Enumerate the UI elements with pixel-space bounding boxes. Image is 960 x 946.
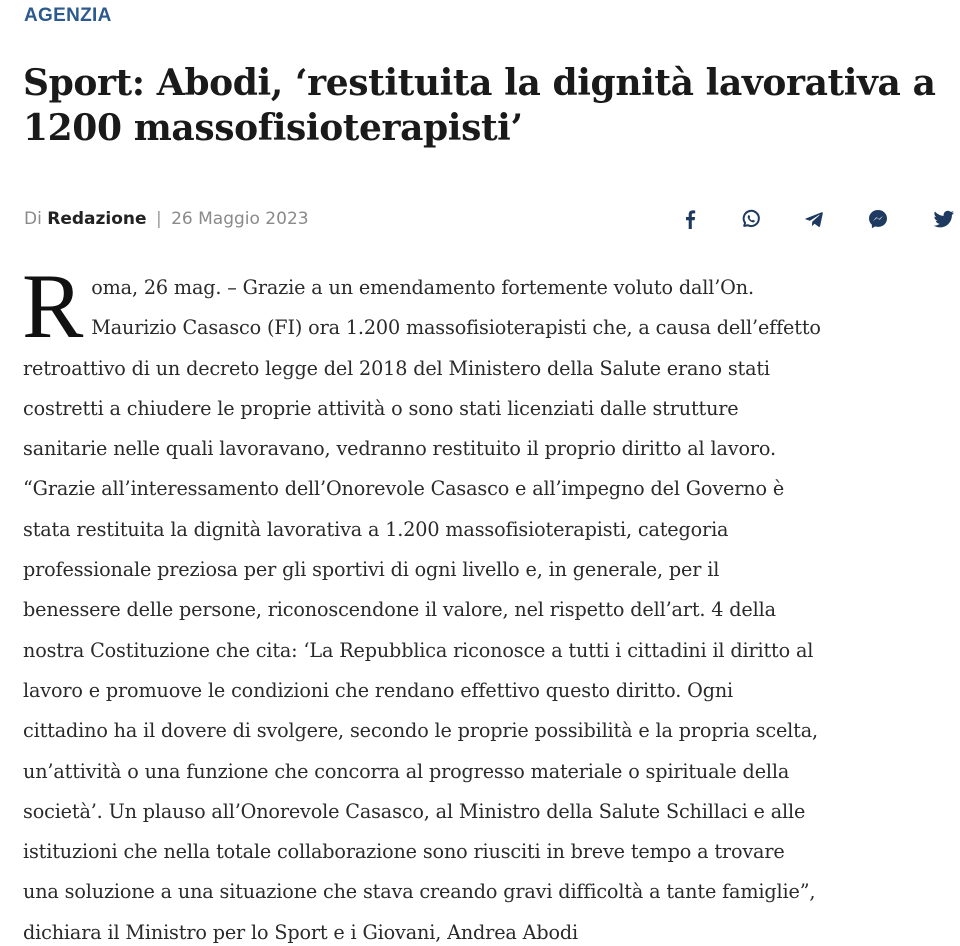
body-line: professionale preziosa per gli sportivi di ogni livello e, in generale, per il	[23, 558, 720, 582]
body-line: stata restituita la dignità lavorativa a 1.200 massofisioterapisti, categoria	[23, 517, 729, 541]
facebook-icon	[680, 208, 700, 230]
drop-cap: R	[22, 255, 84, 357]
share-messenger-button[interactable]	[863, 204, 893, 234]
share-bar	[670, 204, 960, 234]
twitter-icon	[932, 208, 956, 230]
messenger-icon	[867, 208, 889, 230]
article-title: Sport: Abodi, ‘restituita la dignità lavorativa a 1200 massofisioterapisti’	[23, 62, 936, 149]
body-line: dichiara il Ministro per lo Sport e i Giovani, Andrea Abodi	[23, 920, 578, 944]
publish-date: 26 Maggio 2023	[171, 209, 309, 229]
share-facebook-button[interactable]	[675, 204, 705, 234]
body-line: oma, 26 mag. – Grazie a un emendamento fortemente voluto dall’On.	[91, 276, 754, 299]
byline	[24, 206, 309, 232]
body-line: istituzioni che nella totale collaborazione sono riusciti in breve tempo a trovare	[23, 840, 785, 864]
body-line: benessere delle persone, riconoscendone il valore, nel rispetto dell’art. 4 della	[23, 598, 776, 622]
share-twitter-button[interactable]	[929, 204, 959, 234]
share-telegram-button[interactable]	[799, 204, 829, 234]
body-line: Maurizio Casasco (FI) ora 1.200 massofisioterapisti che, a causa dell’effetto	[91, 316, 821, 340]
share-whatsapp-button[interactable]	[736, 204, 766, 234]
body-line: retroattivo di un decreto legge del 2018 del Ministero della Salute erano stati	[23, 356, 770, 380]
body-line: sanitarie nelle quali lavoravano, vedranno restituito il proprio diritto al lavoro.	[23, 437, 776, 461]
body-line: una soluzione a una situazione che stava creando gravi difficoltà a tante famiglie”,	[23, 880, 816, 904]
body-line: un’attività o una funzione che concorra al progresso materiale o spirituale della	[23, 759, 790, 783]
article-body	[22, 255, 953, 946]
author-link[interactable]: Redazione	[47, 209, 147, 229]
telegram-icon	[803, 208, 825, 230]
body-line: società’. Un plauso all’Onorevole Casasco, al Ministro della Salute Schillaci e alle	[23, 799, 806, 823]
body-line: “Grazie all’interessamento dell’Onorevole Casasco e all’impegno del Governo è	[23, 477, 785, 501]
byline-separator: |	[155, 209, 162, 229]
category-link[interactable]: AGENZIA	[24, 5, 112, 26]
body-line: nostra Costituzione che cita: ‘La Repubblica riconosce a tutti i cittadini il diritto al	[23, 638, 814, 662]
byline-prefix: Di	[24, 209, 42, 229]
whatsapp-icon	[740, 208, 762, 230]
body-line: lavoro e promuove le condizioni che rendano effettivo questo diritto. Ogni	[23, 678, 734, 702]
body-line: cittadino ha il dovere di svolgere, secondo le proprie possibilità e la propria scelta,	[23, 719, 818, 743]
body-line: costretti a chiudere le proprie attività o sono stati licenziati dalle strutture	[23, 396, 739, 420]
